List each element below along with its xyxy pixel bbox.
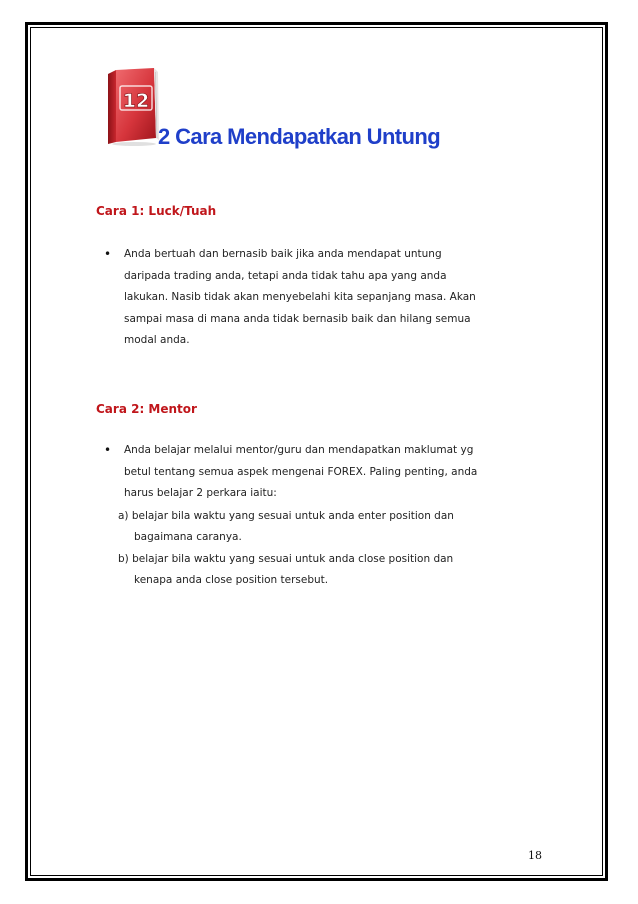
section-1-paragraph [124,244,524,352]
list-item-b: b) belajar bila waktu yang sesuai untuk anda close position dan [118,553,454,565]
paragraph-line: Anda bertuah dan bernasib baik jika anda mendapat untung [124,248,442,260]
paragraph-line: harus belajar 2 perkara iaitu: [124,487,277,500]
bullet-marker: • [104,247,112,261]
section-2-paragraph [124,440,524,505]
book-icon-number: 12 [122,90,150,112]
section-heading-cara-1: Cara 1: Luck/Tuah [96,204,217,218]
paragraph-line: sampai masa di mana anda tidak bernasib baik dan hilang semua [124,312,471,325]
bullet-marker: • [104,443,112,457]
paragraph-line: Anda belajar melalui mentor/guru dan mendapatkan maklumat yg [124,444,474,456]
section-heading-cara-2: Cara 2: Mentor [96,402,197,416]
paragraph-line: daripada trading anda, tetapi anda tidak tahu apa yang anda [124,269,447,282]
list-item-a: a) belajar bila waktu yang sesuai untuk anda enter position dan [118,510,454,522]
list-item-a-continuation: bagaimana caranya. [134,531,242,543]
page-title: 2 Cara Mendapatkan Untung [158,124,441,149]
red-book-number-icon [104,66,160,146]
paragraph-line: betul tentang semua aspek mengenai FOREX. Paling penting, anda [124,465,478,478]
paragraph-line: modal anda. [124,334,190,347]
list-item-b-continuation: kenapa anda close position tersebut. [134,574,329,586]
page-number: 18 [528,849,542,862]
paragraph-line: lakukan. Nasib tidak akan menyebelahi kita sepanjang masa. Akan [124,291,476,304]
